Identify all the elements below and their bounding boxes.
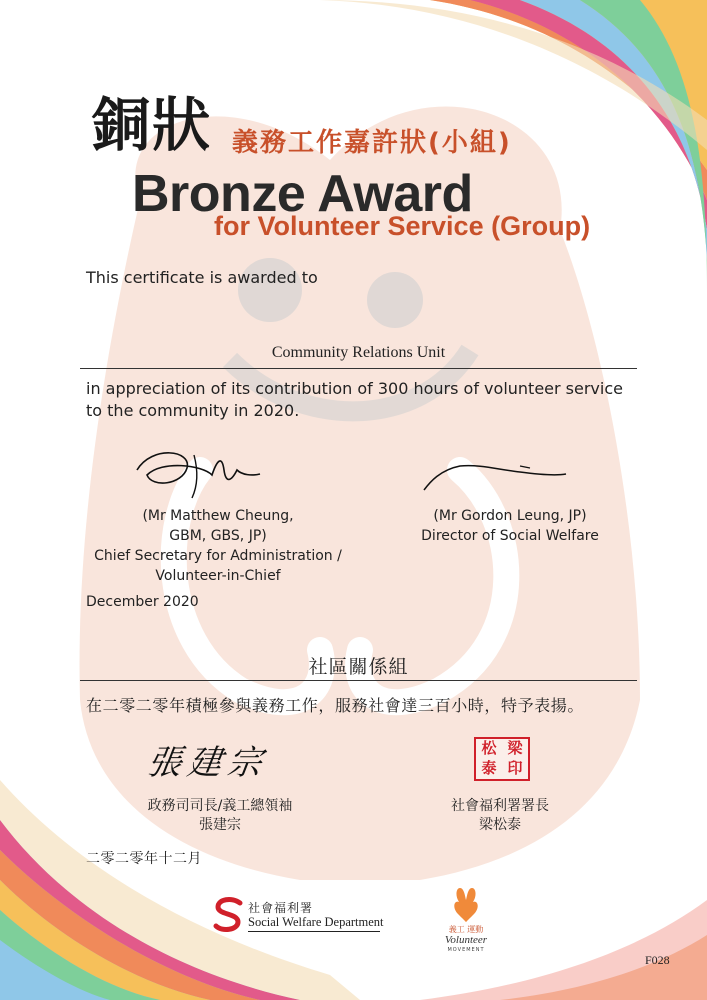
- recipient-underline-chinese: [80, 680, 637, 681]
- signatory-right-title-chinese: 社會福利署署長: [451, 798, 549, 814]
- signatory-left-title-chinese: 政務司司長/義工總領袖: [147, 798, 293, 814]
- signature-matthew-cheung: [132, 440, 262, 500]
- form-code: F028: [645, 953, 670, 967]
- appreciation-text-english: in appreciation of its contribution of 300 hours of volunteer service to the community in 2020.: [86, 379, 623, 420]
- signatory-left-name-line2: GBM, GBS, JP): [169, 528, 267, 544]
- signatory-right-name-chinese: 梁松泰: [479, 817, 521, 833]
- title-english-bronze-award: Bronze Award: [132, 165, 473, 223]
- social-welfare-department-logo: [212, 897, 382, 937]
- signatory-left-name-line1: (Mr Matthew Cheung,: [142, 508, 294, 524]
- swd-name-chinese: 社會福利署: [248, 901, 314, 915]
- swd-emblem-icon: [212, 897, 244, 933]
- title-chinese-subtitle: 義務工作嘉許狀(小組): [232, 128, 512, 158]
- signatory-right-english: [390, 506, 630, 546]
- signatory-left-title-line2: Volunteer-in-Chief: [155, 568, 281, 584]
- signature-gordon-leung: [420, 452, 570, 496]
- recipient-name-chinese: 社區關係組: [308, 656, 409, 678]
- volunteer-heart-icon: [450, 884, 482, 924]
- swd-name-english: Social Welfare Department: [248, 915, 384, 929]
- swd-logo-underline: [248, 931, 380, 932]
- seal-char-4: 印: [507, 759, 523, 777]
- appreciation-text-chinese: 在二零二零年積極參與義務工作，服務社會達三百小時，特予表揚。: [86, 696, 585, 715]
- date-chinese: 二零二零年十二月: [86, 851, 202, 867]
- signatory-right-name: (Mr Gordon Leung, JP): [433, 508, 587, 524]
- signatory-left-chinese: [120, 797, 320, 835]
- signatory-right-title: Director of Social Welfare: [421, 528, 599, 544]
- seal-char-1: 松: [481, 739, 497, 757]
- seal-char-2: 梁: [507, 739, 523, 757]
- signatory-left-title-line1: Chief Secretary for Administration /: [94, 548, 342, 564]
- certificate-intro: This certificate is awarded to: [86, 268, 318, 287]
- volunteer-movement-english: Volunteer: [444, 934, 488, 946]
- signature-handwritten-chinese: 張建宗: [144, 743, 271, 783]
- seal-char-3: 泰: [481, 759, 497, 777]
- volunteer-movement-logo: [432, 884, 500, 956]
- signatory-right-chinese: [400, 797, 600, 835]
- title-english-subtitle: for Volunteer Service (Group): [214, 211, 591, 241]
- recipient-underline-english: [80, 368, 637, 369]
- signatory-left-name-chinese: 張建宗: [199, 817, 241, 833]
- recipient-name-english: Community Relations Unit: [271, 344, 446, 361]
- signatory-left-english: [88, 506, 348, 586]
- official-seal-stamp: [474, 737, 530, 781]
- title-chinese-bronze: 銅狀: [92, 91, 213, 159]
- volunteer-movement-subtitle: MOVEMENT: [447, 947, 485, 953]
- date-english: December 2020: [86, 594, 199, 610]
- volunteer-movement-chinese: 義工 運動: [448, 925, 484, 934]
